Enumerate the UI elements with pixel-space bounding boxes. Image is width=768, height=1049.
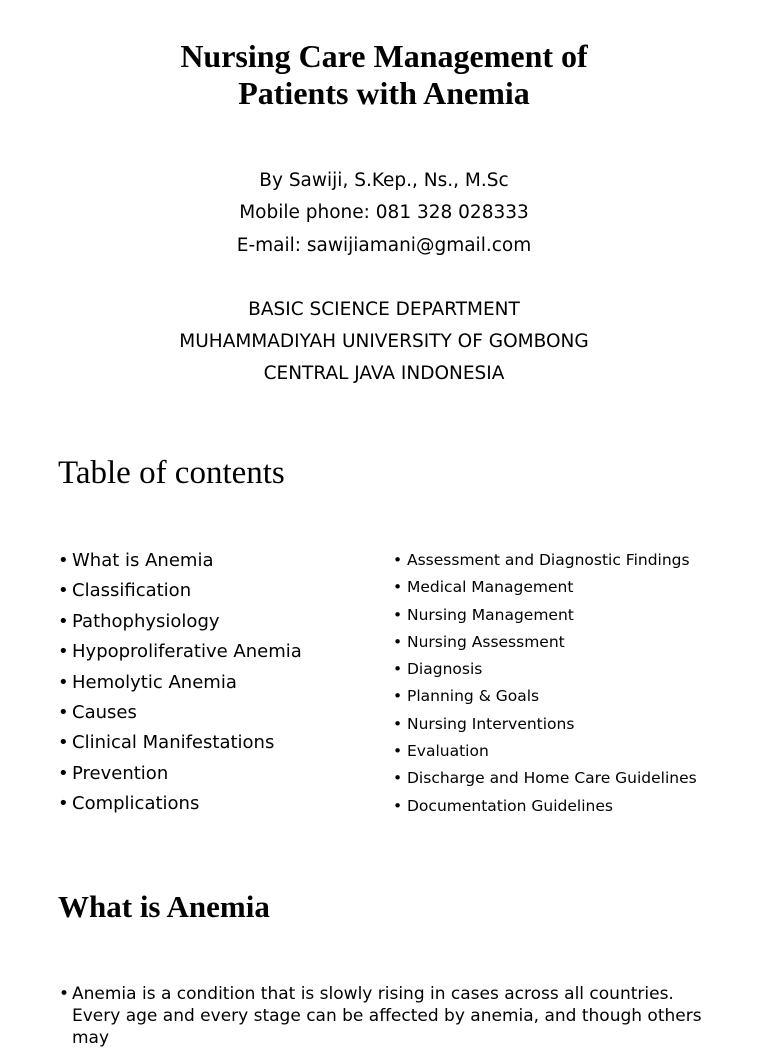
toc-item: • Classification (72, 576, 302, 606)
toc-item: • Diagnosis (407, 656, 697, 683)
toc-item: • What is Anemia (72, 546, 302, 576)
toc-item: • Nursing Assessment (407, 629, 697, 656)
toc-item: • Prevention (72, 759, 302, 789)
author-byline: By Sawiji, S.Kep., Ns., M.Sc (259, 170, 509, 191)
document-title (0, 38, 768, 112)
toc-item: • Documentation Guidelines (407, 793, 697, 820)
author-info (0, 165, 768, 391)
toc-item: • Nursing Interventions (407, 711, 697, 738)
toc-right-list (407, 547, 697, 820)
toc-item: • Hemolytic Anemia (72, 668, 302, 698)
toc-item: • Discharge and Home Care Guidelines (407, 765, 697, 792)
toc-item: • Causes (72, 698, 302, 728)
toc-left-list (72, 546, 302, 820)
author-email: E-mail: sawijiamani@gmail.com (236, 234, 532, 256)
toc-item: • Assessment and Diagnostic Findings (407, 547, 697, 574)
toc-item: • Evaluation (407, 738, 697, 765)
title-line-1: Nursing Care Management of (180, 38, 588, 74)
author-phone: Mobile phone: 081 328 028333 (239, 202, 529, 224)
toc-item: • Clinical Manifestations (72, 728, 302, 758)
toc-item: • Planning & Goals (407, 683, 697, 710)
toc-item: • Nursing Management (407, 602, 697, 629)
toc-heading: Table of contents (58, 455, 285, 491)
section-heading: What is Anemia (58, 889, 270, 924)
department-line-2: MUHAMMADIYAH UNIVERSITY OF GOMBONG (179, 331, 589, 353)
toc-item: • Hypoproliferative Anemia (72, 637, 302, 667)
department-line-1: BASIC SCIENCE DEPARTMENT (248, 298, 520, 320)
title-line-2: Patients with Anemia (238, 75, 530, 111)
toc-item: • Pathophysiology (72, 607, 302, 637)
toc-item: • Medical Management (407, 574, 697, 601)
department-line-3: CENTRAL JAVA INDONESIA (263, 363, 505, 385)
department-info (0, 294, 768, 391)
body-paragraph: • Anemia is a condition that is slowly rising in cases across all countries. Every age and every stage can be affected by anemia, and though others may (72, 983, 712, 1049)
toc-item: • Complications (72, 789, 302, 819)
